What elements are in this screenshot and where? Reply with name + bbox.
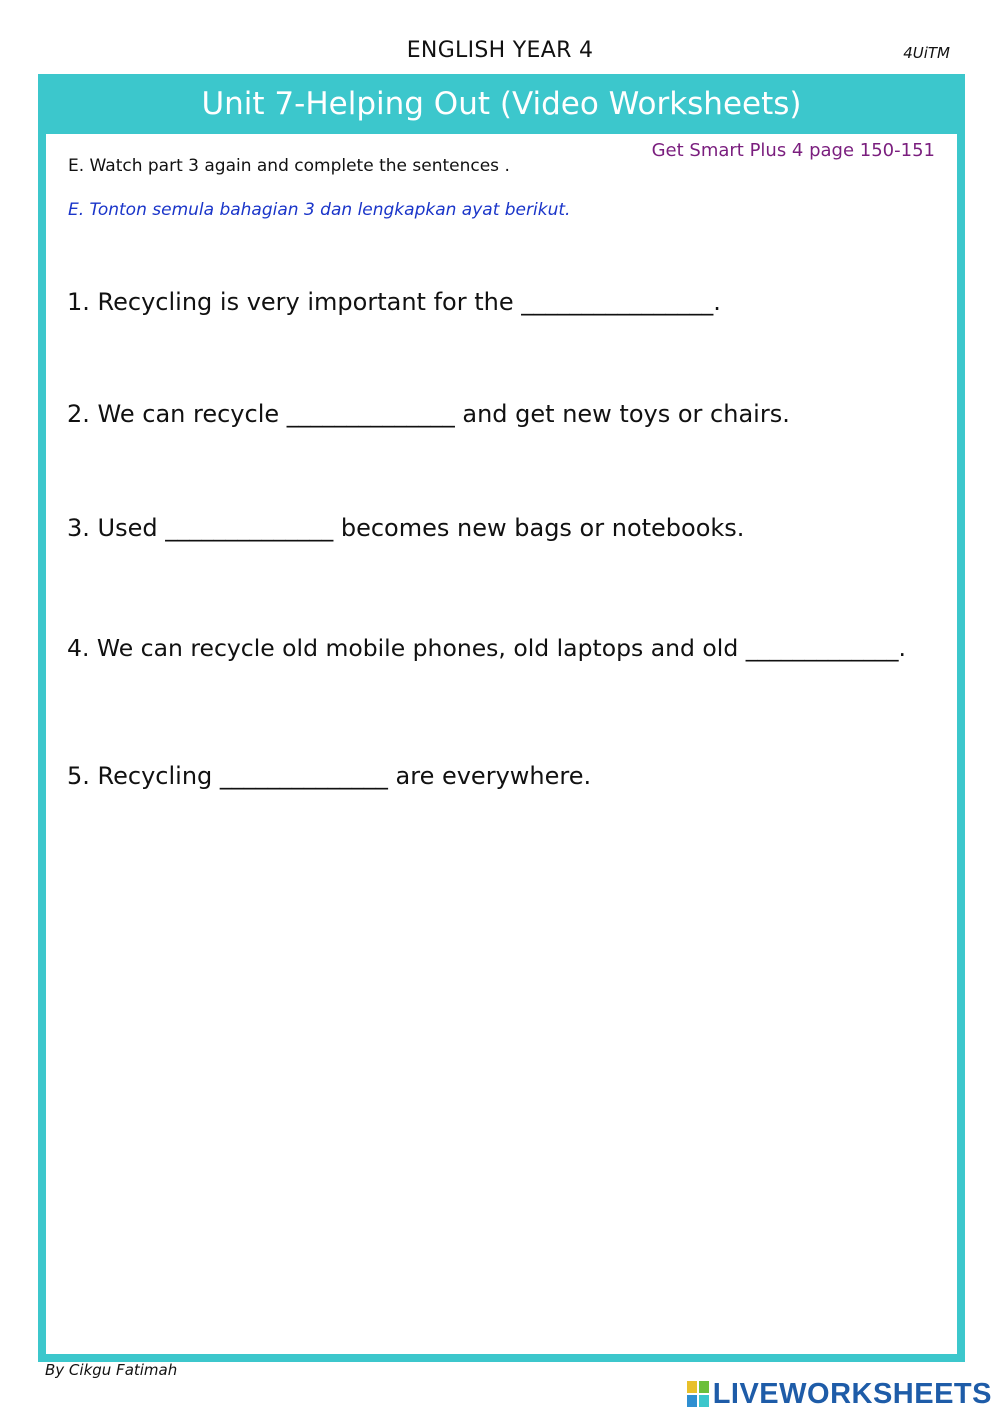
question-4: 4. We can recycle old mobile phones, old laptops and old _____________. [67, 634, 906, 662]
worksheet-header-title: ENGLISH YEAR 4 [406, 38, 594, 63]
instruction-english: E. Watch part 3 again and complete the sentences . [68, 156, 510, 176]
author-credit: By Cikgu Fatimah [45, 1361, 178, 1379]
liveworksheets-brand[interactable] [687, 1377, 992, 1411]
unit-banner: Unit 7-Helping Out (Video Worksheets) [46, 74, 957, 134]
question-3: 3. Used ______________ becomes new bags or notebooks. [67, 514, 745, 542]
question-1: 1. Recycling is very important for the ________________. [67, 288, 721, 316]
page-reference: Get Smart Plus 4 page 150-151 [651, 140, 935, 161]
brand-name: LIVEWORKSHEETS [712, 1377, 992, 1410]
liveworksheets-logo-icon [687, 1381, 709, 1407]
question-2: 2. We can recycle ______________ and get new toys or chairs. [67, 400, 790, 428]
header-tag: 4UiTM [903, 44, 950, 62]
worksheet-frame [38, 74, 965, 1362]
question-5: 5. Recycling ______________ are everywhere. [67, 762, 592, 790]
instruction-malay: E. Tonton semula bahagian 3 dan lengkapkan ayat berikut. [68, 200, 571, 220]
